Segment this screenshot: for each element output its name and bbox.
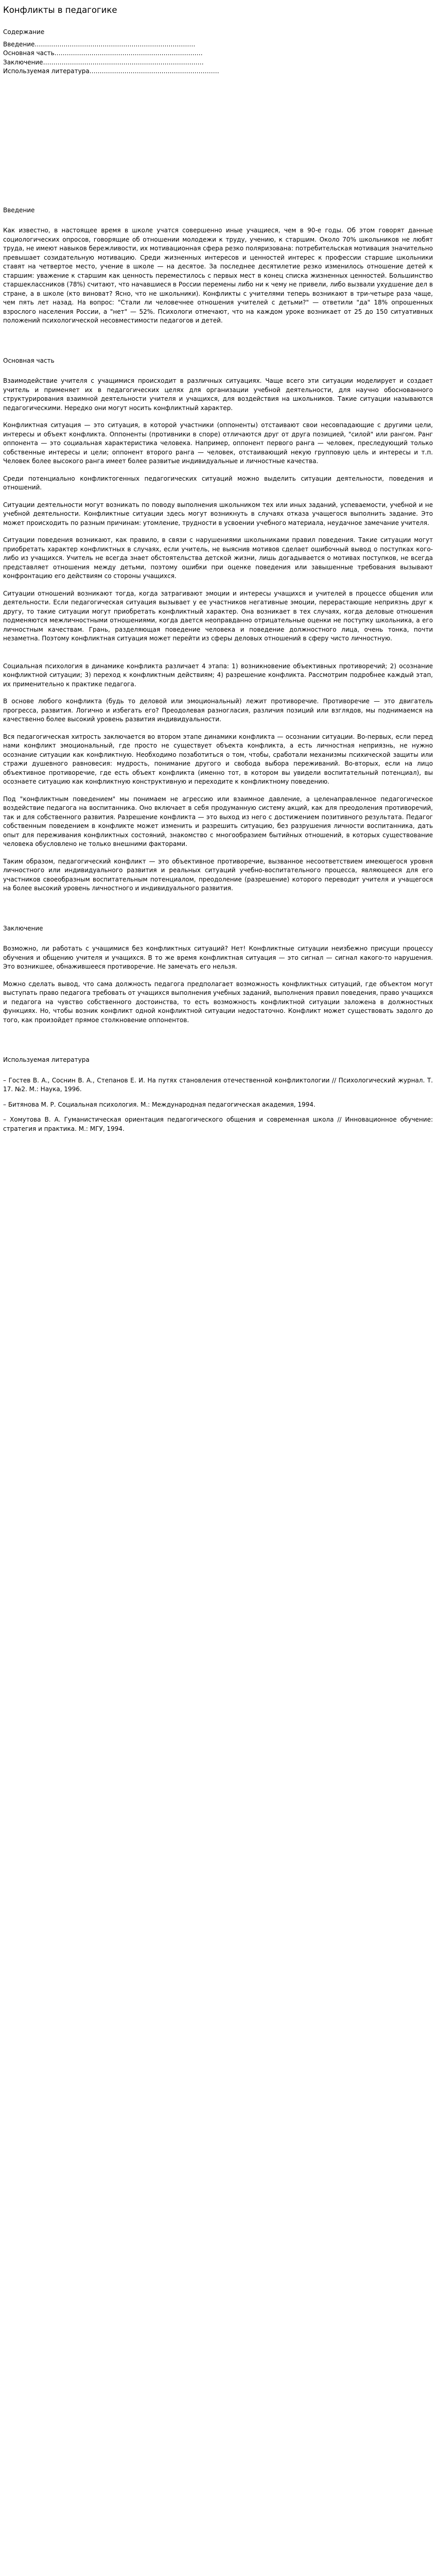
toc-item-intro: Введение……………………………………………………………………	[3, 40, 196, 48]
section-references	[3, 1056, 433, 1133]
section-heading-conclusion: Заключение	[3, 924, 43, 932]
paragraph: Можно сделать вывод, что сама должность педагога предполагает возможность конфликтных ситуаций, где объектом могут выступать право педагога требовать от учащихся выполнения учебных заданий, выполнения правил поведения, право учащихся и педагога на чувство собственного достоинства, то есть возможность конфликтной ситуации заложена в должностных функциях. Но, чтобы возник конфликт одной конфликтной ситуации недостаточно. Конфликт может существовать задолго до того, как произойдет прямое столкновение оппонентов.	[3, 980, 433, 1024]
toc-item-conclusion: Заключение……………………………………………………………………	[3, 58, 204, 66]
paragraph: Под "конфликтным поведением" мы понимаем не агрессию или взаимное давление, а целенаправленное педагогическое воздействие педагога на воспитанника. Оно включает в себя продуманную систему акций, как для преодоления противоречий, так и для собственного развития. Разрешение конфликта — это выход из него с достижением позитивного результата. Педагог собственным поведением в конфликте может изменить и разрешить ситуацию, без разрушения личности воспитанника, дать опыт для переживания конфликтных состояний, знакомство с многообразием бытийных отношений, в которых существование человека обусловлено не только внешними факторами.	[3, 795, 433, 848]
reference-item: – Битянова М. Р. Социальная психология. М.: Международная педагогическая академия, 1994.	[3, 1100, 316, 1108]
section-intro	[3, 206, 433, 326]
toc-item-main: Основная часть………………………………………………………………	[3, 49, 203, 57]
paragraph: Ситуации отношений возникают тогда, когда затрагивают эмоции и интересы учащихся и учителей в процессе общения или деятельности. Если педагогическая ситуация вызывает у ее участников негативные эмоции, перерастающие неприязнь друг к другу, то такие ситуации могут приобретать конфликтный характер. Она возникает в тех случаях, когда деловые отношения подменяются межличностными отношениями, когда дается неоправданно отрицательные оценки не поступку школьника, а его личностным качествам. Грань, разделяющая поведение человека и поведение должностного лица, очень тонка, почти незаметна. Поэтому конфликтная ситуация может перейти из сферы деловых отношений в сферу чисто личностную.	[3, 589, 433, 642]
paragraph: Вся педагогическая хитрость заключается во втором этапе динамики конфликта — осознании ситуации. Во-первых, если перед нами конфликт эмоциональный, где просто не существует объекта конфликта, а есть личностная неприязнь, не нужно осознание ситуации как конфликтную. Необходимо позаботиться о том, чтобы, сработали механизмы психической защиты или стражи душевного равновесия: мудрость, понимание другого и свобода выбора переживаний. Во-вторых, если на лицо объективное противоречие, где есть объект конфликта (именно тот, в котором вы увидели воспитательный потенциал), вы осознаете ситуацию как конфликтную конструктивную и переходите к конфликтному поведению.	[3, 733, 433, 785]
reference-item: – Гостев В. А., Соснин В. А., Степанов Е. И. На путях становления отечественной конфликтологии // Психологический журнал. Т. 17. №2. М.: Наука, 1996.	[3, 1076, 433, 1093]
section-heading-references: Используемая литература	[3, 1056, 90, 1063]
paragraph: Ситуации поведения возникают, как правило, в связи с нарушениями школьниками правил поведения. Такие ситуации могут приобретать характер конфликтных в случаях, если учитель, не выяснив мотивов сделает ошибочный вывод о поступках кого-либо из учащихся. Учитель не всегда знает обстоятельства детской жизни, лишь догадывается о мотивах поступков, не всегда представляет отношения между детьми, поэтому ошибки при оценке поведения или завышенные требования вызывают конфронтацию его действиям со стороны учащихся.	[3, 536, 433, 580]
section-main	[3, 357, 433, 893]
paragraph: Возможно, ли работать с учащимися без конфликтных ситуаций? Нет! Конфликтные ситуации неизбежно присущи процессу обучения и общению учителя и учащихся. В то же время конфликтная ситуация — это сигнал — сигнал какого-то нарушения. Это возникшее, обнажившееся противоречие. Не замечать его нельзя.	[3, 945, 433, 970]
paragraph: Социальная психология в динамике конфликта различает 4 этапа: 1) возникновение объективных противоречий; 2) осознание конфликтной ситуации; 3) переход к конфликтным действиям; 4) разрешение конфликта. Рассмотрим подробнее каждый этап, их применительно к практике педагога.	[3, 662, 433, 688]
document-title: Конфликты в педагогике	[3, 5, 117, 15]
document	[0, 0, 436, 1160]
section-heading-intro: Введение	[3, 206, 35, 214]
paragraph: Таким образом, педагогический конфликт — это объективное противоречие, вызванное несоответствием имеющегося уровня личностного или индивидуального развития и реальных ситуаций учебно-воспитательного процесса, являющееся для его участников своеобразным воспитательным потенциалом, преодоление (разрешение) которого переводит учителя и учащегося на более высокий уровень личностного и индивидуального развития.	[3, 857, 433, 892]
section-heading-main: Основная часть	[3, 357, 55, 364]
paragraph: Взаимодействие учителя с учащимися происходит в различных ситуациях. Чаще всего эти ситуации моделирует и создает учитель и применяет их в педагогических целях для организации учебной деятельности, для научно обоснованного структурирования взаимной деятельности учителя и учащихся, для воздействия на школьников. Такие ситуации называются педагогическими. Нередко они могут носить конфликтный характер.	[3, 377, 433, 412]
reference-item: – Хомутова В. А. Гуманистическая ориентация педагогического общения и современная школа // Инновационное обучение: стратегия и практика. М.: МГУ, 1994.	[3, 1116, 433, 1132]
paragraph: В основе любого конфликта (будь то деловой или эмоциональный) лежит противоречие. Противоречие — это двигатель прогресса, развития. Логично и избегать его? Преодолевая разногласия, различия позиций или взглядов, мы поднимаемся на качественно более высокий уровень развития индивидуальности.	[3, 698, 433, 723]
paragraph: Среди потенциально конфликтогенных педагогических ситуаций можно выделить ситуации деятельности, поведения и отношений.	[3, 474, 433, 491]
paragraph: Конфликтная ситуация — это ситуация, в которой участники (оппоненты) отстаивают свои несовпадающие с другими цели, интересы и объект конфликта. Оппоненты (противники в споре) отличаются друг от друга позицией, "силой" или рангом. Ранг оппонента — это социальная характеристика человека. Например, оппонент первого ранга — человек, преследующий только собственные интересы и цели; оппонент второго ранга — человек, отстаивающий некую групповую цель и интересы и т.п. Человек более высокого ранга имеет более развитые индивидуальные и личностные качества.	[3, 421, 433, 465]
toc-item-references: Используемая литература………………………………………………………	[3, 67, 219, 75]
paragraph: Как известно, в настоящее время в школе учатся совершенно иные учащиеся, чем в 90-е годы. Об этом говорят данные социологических опросов, говорящие об отношении молодежи к труду, учению, к старшим. Около 70% школьников не любят труда, не имеют навыков бережливости, их мотивационная сфера резко поляризована: потребительская мотивация значительно превышает созидательную мотивацию. Среди жизненных интересов и ценностей интерес к профессии старшие школьники ставят на четвертое место, учение в школе — на десятое. За последнее десятилетие резко изменилось отношение детей к старшим: уважение к старшим как ценность переместилось с первых мест в конец списка жизненных ценностей. Большинство старшеклассников (78%) считают, что начавшиеся в России перемены либо ни к чему не привели, либо вызвали ухудшение дел в стране, а в школе (кто виноват? Ясно, что не школьники). Конфликты с учителями теперь возникают в три-четыре раза чаще, чем пять лет назад. На вопрос: "Стали ли человечнее отношения учителей с детьми?" — ответили "да" 18% опрошенных взрослого населения России, а "нет" — 52%. Психологи отмечают, что на каждом уроке возникает от 25 до 150 ситуативных положений психологической несовместимости педагогов и детей.	[3, 227, 433, 324]
table-of-contents	[3, 28, 433, 76]
paragraph: Ситуации деятельности могут возникать по поводу выполнения школьником тех или иных заданий, успеваемости, учебной и не учебной деятельности. Конфликтные ситуации здесь могут возникнуть в случаях отказа учащегося выполнить задание. Это может происходить по разным причинам: утомление, трудности в усвоении учебного материала, неудачное замечание учителя.	[3, 501, 433, 527]
toc-heading: Содержание	[3, 28, 45, 36]
section-conclusion	[3, 924, 433, 1025]
